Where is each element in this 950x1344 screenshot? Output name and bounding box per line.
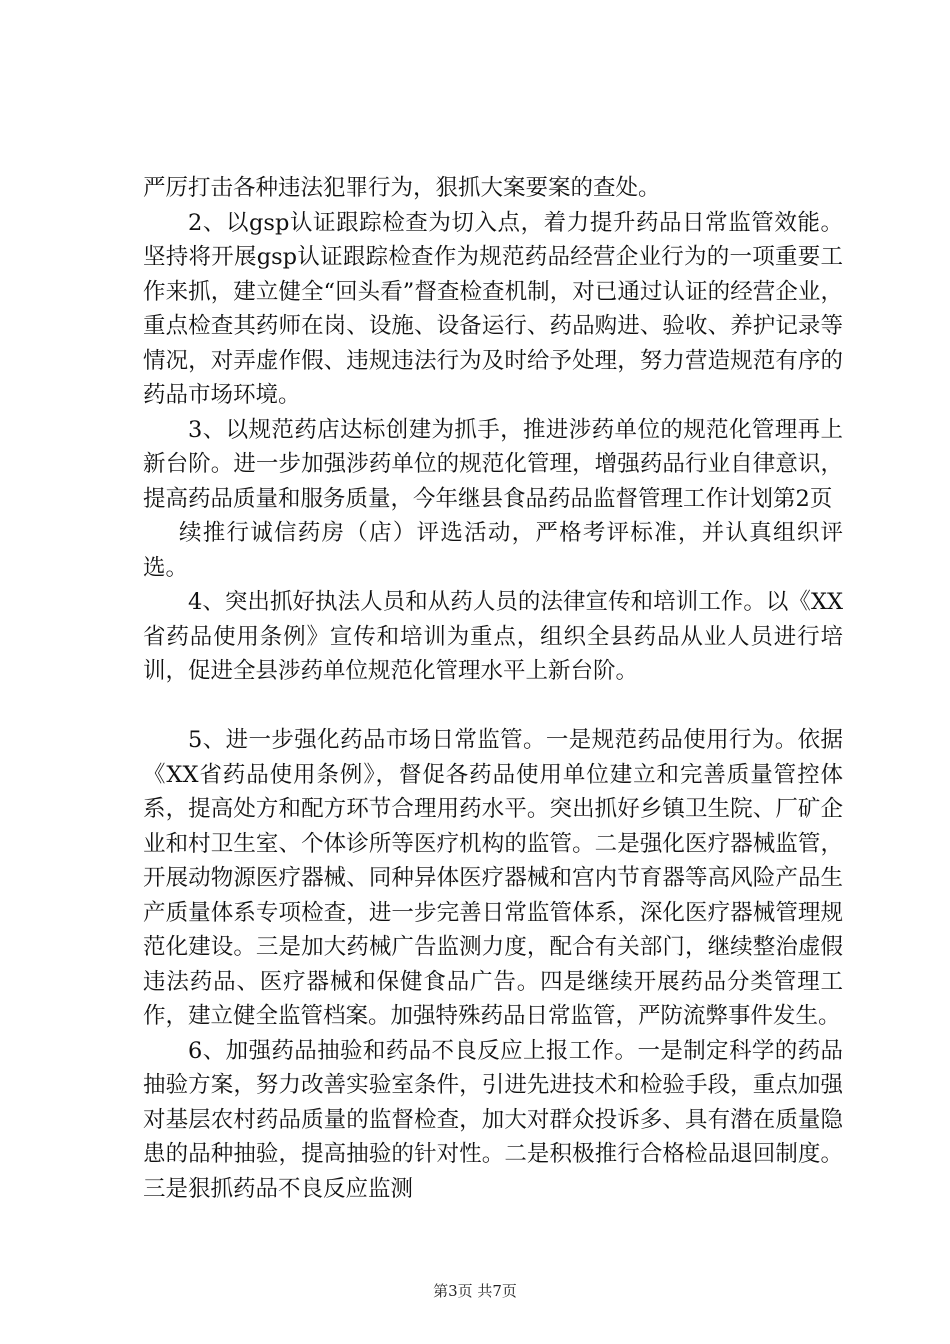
- paragraph-continuation: 严厉打击各种违法犯罪行为，狠抓大案要案的查处。: [143, 175, 661, 201]
- paragraph-item-6: 6、加强药品抽验和药品不良反应上报工作。一是制定科学的药品抽验方案，努力改善实验室条件，引进先进技术和检验手段，重点加强对基层农村药品质量的监督检查，加大对群众投诉多、具有潜在质量隐患的品种抽验，提高抽验的针对性。二是积极推行合格检品退回制度。三是狠抓药品不良反应监测: [143, 1037, 843, 1202]
- paragraph-item-3: 3、以规范药店达标创建为抓手，推进涉药单位的规范化管理再上新台阶。进一步加强涉药单位的规范化管理，增强药品行业自律意识，提高药品质量和服务质量，今年继县食品药品监督管理工作计划第2页: [143, 416, 843, 512]
- page-number-footer: 第3页 共7页: [433, 1282, 517, 1300]
- paragraph-item-3-continued: 续推行诚信药房（店）评选活动，严格考评标准，并认真组织评选。: [143, 520, 843, 581]
- document-body: [143, 171, 843, 1206]
- paragraph-item-2: 2、以gsp认证跟踪检查为切入点，着力提升药品日常监管效能。坚持将开展gsp认证跟踪检查作为规范药品经营企业行为的一项重要工作来抓，建立健全“回头看”督查检查机制，对已通过认证的经营企业，重点检查其药师在岗、设施、设备运行、药品购进、验收、养护记录等情况，对弄虚作假、违规违法行为及时给予处理，努力营造规范有序的药品市场环境。: [143, 209, 843, 408]
- paragraph-item-5: 5、进一步强化药品市场日常监管。一是规范药品使用行为。依据《XX省药品使用条例》，督促各药品使用单位建立和完善质量管控体系，提高处方和配方环节合理用药水平。突出抓好乡镇卫生院、厂矿企业和村卫生室、个体诊所等医疗机构的监管。二是强化医疗器械监管，开展动物源医疗器械、同种异体医疗器械和宫内节育器等高风险产品生产质量体系专项检查，进一步完善日常监管体系，深化医疗器械管理规范化建设。三是加大药械广告监测力度，配合有关部门，继续整治虚假违法药品、医疗器械和保健食品广告。四是继续开展药品分类管理工作，建立健全监管档案。加强特殊药品日常监管，严防流弊事件发生。: [143, 727, 843, 1029]
- paragraph-item-4: 4、突出抓好执法人员和从药人员的法律宣传和培训工作。以《XX省药品使用条例》宣传和培训为重点，组织全县药品从业人员进行培训，促进全县涉药单位规范化管理水平上新台阶。: [143, 589, 843, 684]
